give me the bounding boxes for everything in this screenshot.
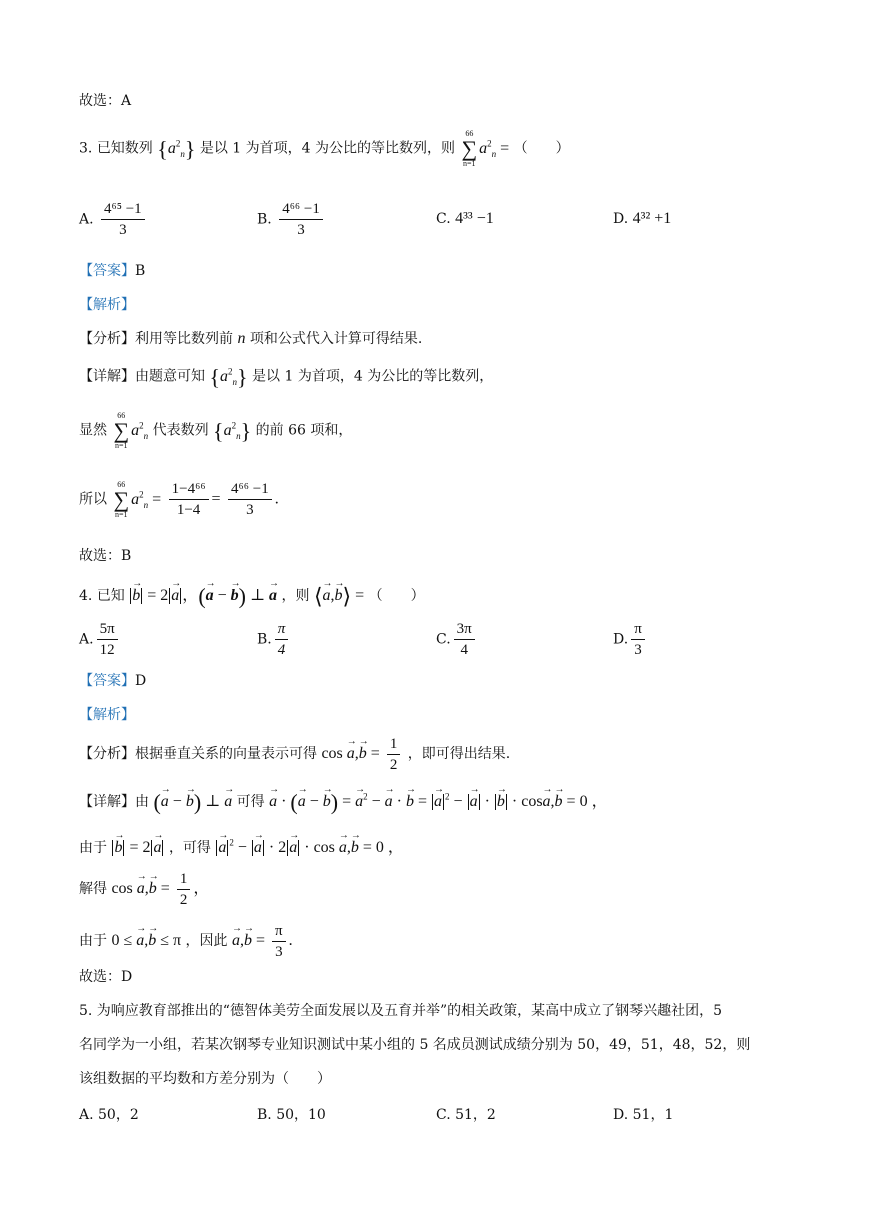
q5-option-c[interactable]: C. 51，2	[436, 1107, 496, 1123]
q3-stem	[79, 130, 570, 168]
q4-detail-line3: 解得 cos → a,→ b = $\frac{1}{2}$ ，	[79, 870, 209, 909]
q5-stem-line3: 该组数据的平均数和方差分别为（ ）	[79, 1071, 331, 1087]
q3-detail-line3: 所以 66 ∑ n=1 $a^2_n$ = $\frac{\text{1−4⁶⁶}}{1-4}$ = $\frac{\text{4⁶⁶ −1}}{3}$ .	[79, 479, 279, 519]
q4-option-b[interactable]: B. $\frac{\pi}{4}$	[257, 620, 291, 659]
q2-conclusion: 故选：A	[79, 93, 132, 109]
q3-sequence-expr: $\{a^2_n\}$	[157, 136, 196, 161]
q5-option-d[interactable]: D. 51，1	[613, 1107, 674, 1123]
option-label: B.	[257, 211, 272, 228]
q3-option-a[interactable]	[79, 200, 148, 239]
q4-detail-line2: 由于 → b = 2→ a ，可得 → a $^2$ − → a · 2→ a · cos → a,→ b = 0 ，	[79, 834, 404, 857]
q4-analysis-tag: 【解析】	[79, 707, 135, 723]
q3-stem-b: 是以 1 为首项，4 为公比的等比数列，则	[199, 140, 456, 157]
q5-stem-line1: 5. 为响应教育部推出的“德智体美劳全面发展以及五育并举”的相关政策，某高中成立了钢琴兴趣社团，5	[79, 1003, 723, 1019]
q4-fenxi: 【分析】根据垂直关系的向量表示可得 cos → a,→ b = $\frac{1}{2}$ ，即可得出结果.	[79, 735, 510, 774]
q5-option-b[interactable]: B. 50，10	[257, 1107, 326, 1123]
q3-option-d[interactable]	[613, 210, 671, 228]
q3-conclusion: 故选：B	[79, 548, 132, 564]
q3-number: 3.	[79, 140, 93, 157]
q3-answer: 【答案】B	[79, 263, 146, 279]
option-expr: 4³² +1	[632, 210, 672, 227]
q3-detail-line2: 显然 66 ∑ n=1 $a^2_n$ 代表数列 $\{a^2_n\}$ 的前 66 项和，	[79, 411, 353, 450]
q4-answer: 【答案】D	[79, 673, 147, 689]
option-label: A.	[79, 211, 94, 228]
q3-detail: 【详解】由题意可知 $\{a^2_n\}$ 是以 1 为首项，4 为公比的等比数列，	[79, 364, 494, 389]
q5-stem-line2: 名同学为一小组，若某次钢琴专业知识测试中某小组的 5 名成员测试成绩分别为 50，49，51，48，52，则	[79, 1037, 751, 1053]
option-label: C.	[436, 211, 451, 227]
option-expr: 4³³ −1	[455, 210, 494, 227]
q4-option-d[interactable]: D. $\frac{\pi}{3}$	[613, 620, 648, 659]
q3-analysis-tag: 【解析】	[79, 297, 135, 313]
q4-detail-line4: 由于 0 ≤ → a,→ b ≤ π ，因此 → a,→ b = $\frac{\pi}{3}$ .	[79, 922, 293, 961]
q4-stem: 4. 已知 → b = 2→ a ，(→ a − → b) ⊥ → a ，则 ⟨→ a,→ b⟩ = （ ）	[79, 582, 425, 609]
q3-stem-a: 已知数列	[96, 140, 153, 157]
option-fraction: $\frac{\text{4⁶⁶ −1}}{3}$	[279, 200, 323, 239]
option-label: D.	[613, 211, 629, 227]
q4-option-a[interactable]: A. $\frac{5\pi}{12}$	[79, 620, 121, 659]
q4-detail: 【详解】由 (→ a − → b) ⊥ → a 可得 → a · (→ a − → b) = → $a^2$ − → a · → b = → a $^2$ − → a · → b · cos→ a,→ b = 0 ，	[79, 788, 608, 815]
q3-stem-c: （ ）	[513, 140, 570, 157]
q5-option-a[interactable]: A. 50，2	[79, 1107, 139, 1123]
q4-conclusion: 故选：D	[79, 969, 133, 985]
q3-sum-expr: 66 ∑ n=1 $a^2_n$ =	[461, 129, 510, 168]
q3-option-b[interactable]	[257, 200, 326, 239]
q3-fenxi: 【分析】利用等比数列前 n 项和公式代入计算可得结果.	[79, 330, 423, 347]
q4-option-c[interactable]: C. $\frac{3\pi}{4}$	[436, 620, 478, 659]
q3-option-c[interactable]	[436, 210, 494, 228]
option-fraction: $\frac{\text{4⁶⁵ −1}}{3}$	[101, 200, 145, 239]
